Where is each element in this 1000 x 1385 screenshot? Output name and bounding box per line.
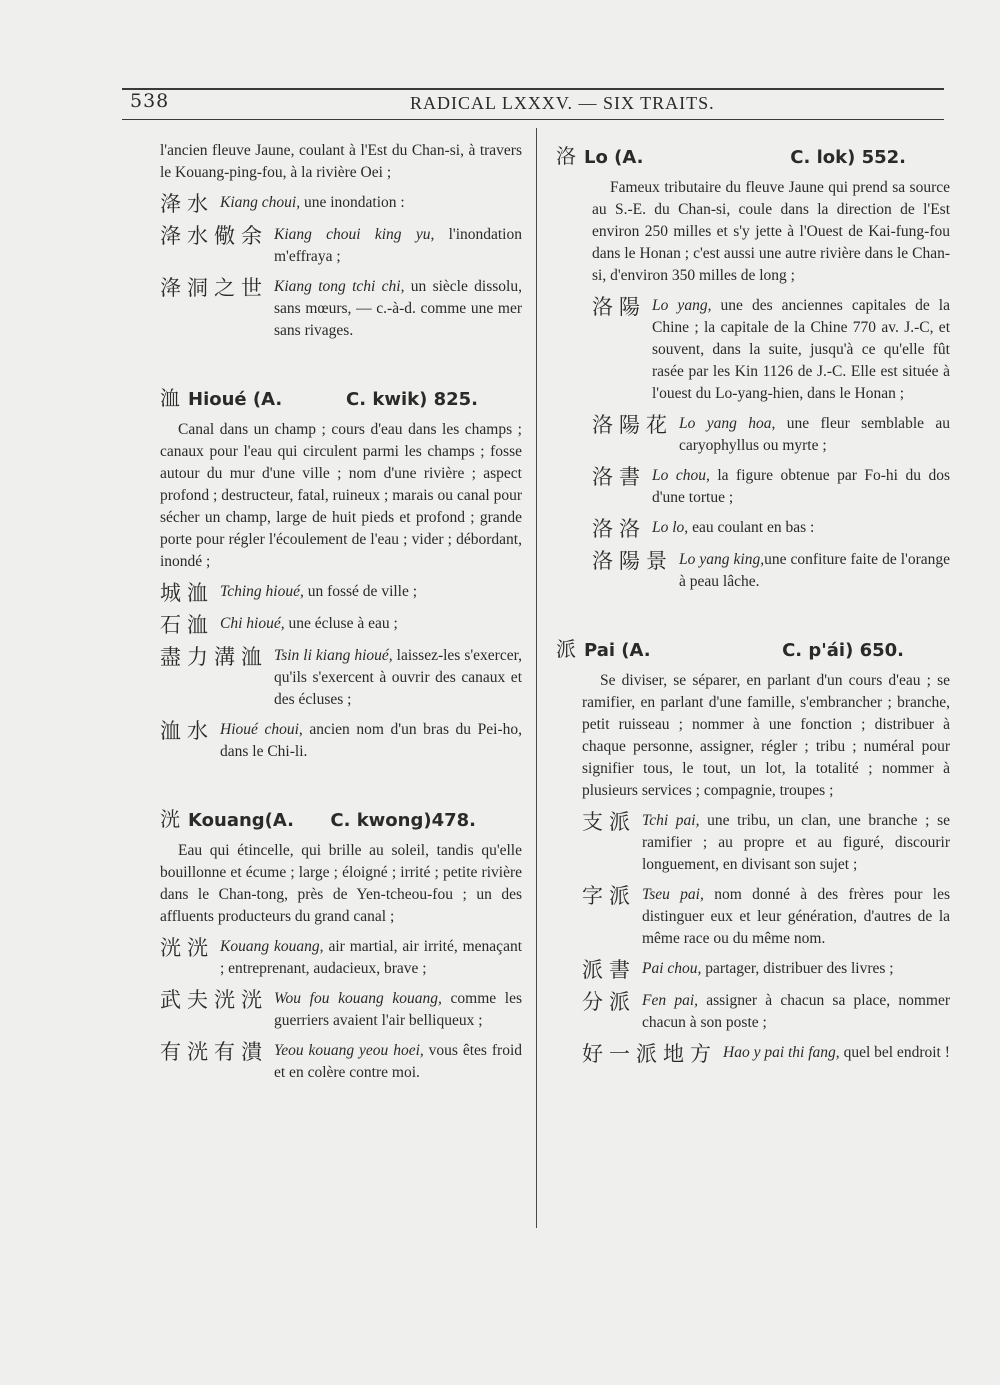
subentry-meaning: une écluse à eau ; [284,615,398,632]
subentry-meaning: l'inondation m'effraya ; [274,226,522,265]
subentry-characters: 派書 [582,958,636,982]
subentry-meaning: ancien nom d'un bras du Pei-ho, dans le Chi-li. [220,721,522,760]
subentry [160,224,522,268]
subentry-romanization: Kiang tong tchi chi, [274,278,405,295]
continuation-text: l'ancien fleuve Jaune, coulant à l'Est du Chan-si, à travers le Kouang-ping-fou, à la rivière Oei ; [160,142,522,181]
subentry-characters: 盡力溝洫 [160,645,268,669]
subentry-characters: 洛陽花 [592,413,673,437]
subentry-gloss [220,581,522,603]
subentry [160,276,522,342]
subentry-gloss [642,990,950,1034]
subentry-characters: 有洸有潰 [160,1040,268,1064]
subentry-gloss [679,549,950,593]
entry-character: 派 [556,637,576,661]
subentry [160,581,522,605]
subentry-meaning: une inondation : [300,194,405,211]
subentry-characters: 洚洞之世 [160,276,268,300]
subentry-meaning: la figure obtenue par Fo-hi du dos d'une tortue ; [652,467,950,506]
entry-definition: Canal dans un champ ; cours d'eau dans les champs ; canaux pour l'eau qui circulent parmi les champs ; fosse autour du mur d'une ville ; nom d'une rivière ; aspect profond ; destructeur, fatal, ruineux ; marais ou canal pour sécher un champ, large de huit pieds et profond ; grande porte pour régler l'écoulement de l'eau ; vider ; débordant, inondé ; [160,421,522,570]
subentry-meaning: un siècle dissolu, sans mœurs, — c.-à-d. comme une mer sans rivages. [274,278,522,339]
subentry [592,517,950,541]
subentry-gloss [274,645,522,711]
subentry-characters: 洛洛 [592,517,646,541]
subentry-romanization: Wou fou kouang kouang, [274,990,442,1007]
column-divider [536,128,537,1228]
subentry [160,192,522,216]
subentry-meaning: un fossé de ville ; [303,583,418,600]
subentry-romanization: Lo chou, [652,467,710,484]
subentry [582,810,950,876]
subentry-romanization: Tching hioué, [220,583,304,600]
subentry-characters: 好一派地方 [582,1042,717,1066]
subentry-gloss [274,276,522,342]
subentry-gloss [220,719,522,763]
subentry-gloss [274,224,522,268]
subentry-meaning: partager, distribuer des livres ; [701,960,894,977]
subentry-romanization: Chi hioué, [220,615,285,632]
subentry-characters: 洛陽景 [592,549,673,573]
subentry-romanization: Pai chou, [642,960,702,977]
subentry-characters: 洛陽 [592,295,646,319]
subentry-romanization: Tsin li kiang hioué, [274,647,393,664]
subentry-characters: 石洫 [160,613,214,637]
subentry-gloss [220,613,522,635]
page-number: 538 [130,90,170,112]
subentry [160,645,522,711]
subentry-gloss [652,517,950,539]
entry-head-hioue [160,382,522,411]
entry-head-kouang [160,803,522,832]
subentry-gloss [642,884,950,950]
subentry-gloss [679,413,950,457]
subentry-characters: 洫水 [160,719,214,743]
subentry [592,413,950,457]
entry-subentries [160,581,522,763]
subentry [160,936,522,980]
subentry [160,613,522,637]
subentry-meaning: laissez-les s'exercer, qu'ils s'exercent à ouvrir des canaux et des écluses ; [274,647,522,708]
running-head: RADICAL LXXXV. — SIX TRAITS. [410,93,715,113]
entry-character: 洸 [160,807,180,831]
subentry-romanization: Hioué choui, [220,721,303,738]
entry-head-pai [556,633,950,662]
subentry-characters: 洛書 [592,465,646,489]
header-rule-bottom [122,119,944,120]
subentry-gloss [642,810,950,876]
subentry [160,719,522,763]
subentry-gloss [220,192,522,214]
subentry [592,549,950,593]
subentry-meaning: nom donné à des frères pour les distinguer eux et leur génération, d'autres de la même race ou du même nom. [642,886,951,947]
entry-reading: Hioué (A. [188,389,283,410]
subentry-romanization: Lo yang hoa, [679,415,776,432]
subentry-meaning: eau coulant en bas : [688,519,815,536]
entry-definition: Eau qui étincelle, qui brille au soleil, tandis qu'elle bouillonne et écume ; large ; éloigné ; irrité ; petite rivière dans le Chan-tong, près de Yen-tcheou-fou ; un des affluents producteurs du grand canal ; [160,842,522,925]
subentry-meaning: une confiture faite de l'orange à peau lâche. [679,551,950,590]
subentry-romanization: Tseu pai, [642,886,704,903]
entry-subentries [160,936,522,1084]
entry-definition: Se diviser, se séparer, en parlant d'un cours d'eau ; se ramifier, en parlant d'une famille, s'embrancher ; branche, petit ruisseau ; nommer à une fonction ; distribuer à chaque personne, assigner, régler ; tribu ; numéral pour signifier tous, le tout, un lot, la totalité ; nommer à plusieurs services ; compagnie, troupes ; [582,672,950,799]
subentry-characters: 城洫 [160,581,214,605]
subentry-romanization: Lo yang, [652,297,712,314]
subentry-romanization: Lo yang king, [679,551,765,568]
subentry-romanization: Fen pai, [642,992,698,1009]
subentry-characters: 洸洸 [160,936,214,960]
subentry-romanization: Hao y pai thi fang, [723,1044,840,1061]
subentry-meaning: une tribu, un clan, une branche ; se ramifier ; au propre et au figuré, discourir longuement, en divisant son sujet ; [642,812,950,873]
entry-head-lo [556,140,950,169]
subentry-meaning: vous êtes froid et en colère contre moi. [274,1042,523,1081]
subentry [582,958,950,982]
subentry-gloss [642,958,950,980]
subentry [592,295,950,405]
entry-number: C. kwik) 825. [346,389,478,410]
entry-number: C. lok) 552. [790,147,906,168]
subentry-romanization: Tchi pai, [642,812,700,829]
subentry-romanization: Lo lo, [652,519,689,536]
right-column [556,140,950,1066]
subentry-romanization: Kouang kouang, [220,938,324,955]
subentry-characters: 分派 [582,990,636,1014]
subentry-characters: 字派 [582,884,636,908]
subentry-gloss [723,1042,950,1064]
entry-subentries [582,810,950,1066]
entry-number: C. kwong)478. [330,810,476,831]
subentry-gloss [220,936,522,980]
subentry-meaning: assigner à chacun sa place, nommer chacun à son poste ; [642,992,950,1031]
header-rule-top [122,88,944,90]
continuation-subentries [160,192,522,342]
entry-character: 洛 [556,144,576,168]
subentry [592,465,950,509]
entry-definition: Fameux tributaire du fleuve Jaune qui prend sa source au S.-E. du Chan-si, coule dans la direction de l'Est environ 250 milles et s'y jette à l'Ouest de Kai-fung-fou dans le Honan ; c'est aussi une autre rivière dans le Chan-si, d'environ 350 milles de long ; [592,179,950,284]
subentry [582,1042,950,1066]
subentry-gloss [274,1040,522,1084]
entry-reading: Pai (A. [584,640,651,661]
subentry [160,1040,522,1084]
left-column [160,140,522,1084]
subentry-meaning: comme les guerriers avaient l'air belliqueux ; [274,990,523,1029]
subentry-characters: 洚水 [160,192,214,216]
subentry-gloss [274,988,522,1032]
subentry-characters: 武夫洸洸 [160,988,268,1012]
entry-number: C. p'ái) 650. [782,640,904,661]
subentry-characters: 支派 [582,810,636,834]
entry-subentries [592,295,950,593]
subentry-characters: 洚水儆余 [160,224,268,248]
entry-reading: Kouang(A. [188,810,294,831]
entry-reading: Lo (A. [584,147,644,168]
subentry-meaning: une des anciennes capitales de la Chine ; la capitale de la Chine 770 av. J.-C, et souvent, dans la suite, jusqu'à ce qu'elle fût rasée par les Kin 1126 de J.-C. Elle est située à l'ouest du Lo-yang-hien, dans le Honan ; [652,297,950,402]
subentry-meaning: une fleur semblable au caryophyllus ou myrte ; [679,415,951,454]
subentry-romanization: Kiang choui king yu, [274,226,435,243]
subentry [582,990,950,1034]
subentry-meaning: quel bel endroit ! [839,1044,950,1061]
subentry [160,988,522,1032]
subentry [582,884,950,950]
subentry-romanization: Kiang choui, [220,194,301,211]
subentry-romanization: Yeou kouang yeou hoei, [274,1042,424,1059]
entry-character: 洫 [160,386,180,410]
subentry-gloss [652,465,950,509]
subentry-gloss [652,295,950,405]
subentry-meaning: air martial, air irrité, menaçant ; entreprenant, audacieux, brave ; [220,938,522,977]
